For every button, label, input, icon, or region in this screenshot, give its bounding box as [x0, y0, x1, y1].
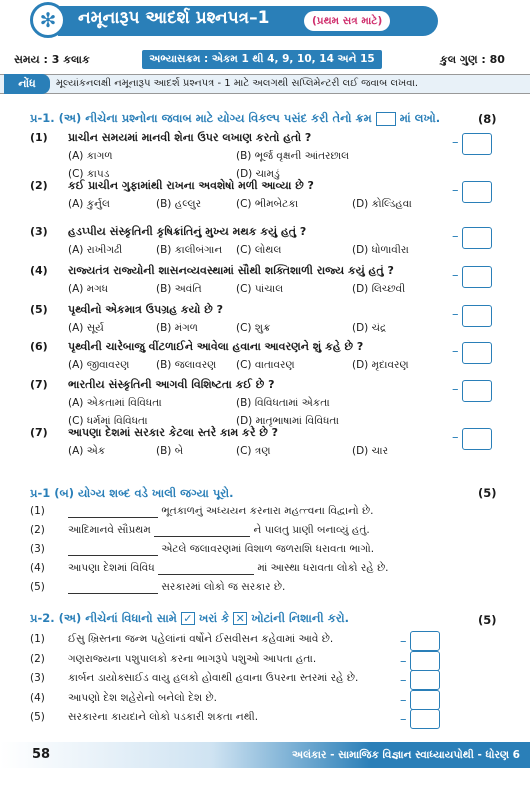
question-text: રાજ્યતંત્ર રાજ્યોની શાસનવ્યવસ્થામાં સૌથી શક્તિશાળી રાજ્ય કયું હતું ? [68, 264, 394, 277]
tf-dash: – [400, 634, 407, 649]
star-logo-icon: ✻ [30, 2, 66, 38]
option: (B) વિવિધતામાં એકતા [236, 397, 330, 409]
tf-item-number: (1) [30, 633, 45, 645]
option: (C) ત્રણ [236, 445, 271, 457]
question-number: (3) [30, 225, 48, 238]
blank-item-text [68, 505, 373, 518]
blank-item-after: ને પાલતુ પ્રાણી બનાવ્યું હતું. [253, 524, 370, 536]
page-subtitle: (પ્રથમ સત્ર માટે) [304, 11, 390, 31]
blank-item-number: (2) [30, 524, 45, 536]
tf-item-text: આપણો દેશ શહેરોનો બનેલો દેશ છે. [68, 691, 217, 704]
blank-item-number: (1) [30, 505, 45, 517]
option: (D) ચાર [352, 445, 389, 457]
option: (A) કાગળ [68, 150, 113, 162]
section-a-heading-suffix: માં લખો. [399, 111, 441, 125]
tf-item-number: (5) [30, 711, 45, 723]
tf-answer-box[interactable] [410, 670, 440, 690]
blank-line[interactable] [158, 563, 254, 575]
blank-item-after: એટલે જલાવરણમાં વિશાળ જળરાશિ ધરાવતા ભાગો. [161, 543, 375, 555]
option: (A) મગધ [68, 283, 109, 295]
tf-answer-box[interactable] [410, 709, 440, 729]
tf-item-number: (4) [30, 691, 45, 704]
answer-dash: – [452, 344, 459, 359]
option: (C) કાપડ [68, 168, 110, 180]
section-c-heading-mid: ખરાં કે [198, 611, 230, 625]
tf-dash: – [400, 653, 407, 669]
question-number: (4) [30, 264, 48, 277]
tf-item-text: ગણરાજ્યના પશુપાલકો કરના ભાગરૂપે પશુઓ આપતા હતા. [68, 652, 317, 665]
option: (B) બે [156, 445, 184, 457]
tf-item-number: (2) [30, 652, 45, 665]
question-text: હડપ્પીય સંસ્કૃતિની કૃષિક્રાંતિનું મુખ્ય મથક કયું હતું ? [68, 225, 307, 238]
option: (D) ચંદ્ર [352, 322, 387, 334]
tf-item-number: (3) [30, 672, 45, 684]
option: (B) અવંતિ [156, 283, 202, 295]
option: (D) માતૃભાષામાં વિવિધતા [236, 415, 339, 427]
book-title: અલંકાર - સામાજિક વિજ્ઞાન સ્વાધ્યાયપોથી - ધોરણ 6 [292, 749, 520, 761]
blank-item-text [68, 562, 389, 575]
answer-dash: – [452, 183, 459, 198]
option: (B) મંગળ [156, 322, 199, 334]
tf-dash: – [400, 673, 407, 688]
question-number: (5) [30, 303, 48, 316]
answer-box[interactable] [462, 380, 492, 402]
option: (A) સૂર્ય [68, 322, 104, 334]
question-number: (6) [30, 340, 48, 353]
option: (A) એક [68, 445, 106, 457]
option: (C) શુક્ર [236, 322, 271, 334]
question-text: ભારતીય સંસ્કૃતિની આગવી વિશિષ્ટતા કઈ છે ? [68, 378, 275, 391]
option: (D) કોલ્ડિહવા [352, 198, 412, 210]
answer-box[interactable] [462, 266, 492, 288]
blank-line[interactable] [68, 544, 158, 556]
option: (A) રાખીગઢી [68, 244, 123, 256]
blank-item-text [68, 524, 370, 537]
check-mark-icon: ✓ [181, 612, 195, 625]
answer-box-example [376, 112, 396, 126]
section-b-heading: પ્ર-1 (બ) યોગ્ય શબ્દ વડે ખાલી જગ્યા પૂરો. [30, 486, 234, 500]
answer-box[interactable] [462, 133, 492, 155]
question-text: આપણા દેશમાં સરકાર કેટલા સ્તરે કામ કરે છે ? [68, 426, 279, 439]
option: (D) ચામડું [236, 168, 280, 180]
option: (B) હલ્લુર [156, 198, 202, 210]
tf-answer-box[interactable] [410, 631, 440, 651]
page-title: નમૂનારૂપ આદર્શ પ્રશ્નપત્ર–1 [78, 8, 270, 28]
section-c-heading-suffix: ખોટાંની નિશાની કરો. [251, 611, 350, 625]
blank-item-after: માં આસ્થા ધરાવતા લોકો રહે છે. [257, 562, 389, 574]
tf-item-text: ઈસુ ખ્રિસ્તના જન્મ પહેલાંનાં વર્ષોને ઈસવીસન કહેવામાં આવે છે. [68, 633, 334, 645]
answer-box[interactable] [462, 181, 492, 203]
option: (A) કુર્નુલ [68, 198, 110, 210]
tf-answer-box[interactable] [410, 651, 440, 671]
answer-box[interactable] [462, 305, 492, 327]
answer-dash: – [452, 307, 459, 322]
option: (D) ધોળાવીરા [352, 244, 409, 256]
note-label: નોંધ [4, 74, 50, 94]
blank-item-number: (3) [30, 543, 45, 555]
section-c-heading [30, 611, 349, 626]
answer-dash: – [452, 135, 459, 150]
question-number: (2) [30, 179, 48, 192]
page-number: 58 [32, 747, 51, 762]
answer-dash: – [452, 430, 459, 445]
question-text: પૃથ્વીની ચારેબાજુ વીંટળાઈને આવેલા હવાના આવરણને શું કહે છે ? [68, 340, 364, 353]
tf-dash: – [400, 692, 407, 708]
option: (B) કાલીબંગાન [156, 244, 223, 256]
syllabus-banner: અભ્યાસક્રમ : એકમ 1 થી 4, 9, 10, 14 અને 15 [142, 50, 382, 69]
option: (C) ભીમબેટકા [236, 198, 299, 210]
question-text: પૃથ્વીનો એકમાત્ર ઉપગ્રહ કયો છે ? [68, 303, 223, 316]
answer-dash: – [452, 382, 459, 397]
option: (A) એકતામાં વિવિધતા [68, 397, 162, 409]
option: (C) લોથલ [236, 244, 282, 256]
blank-item-text [68, 543, 374, 556]
blank-item-before: આપણા દેશમાં વિવિધ [68, 562, 155, 574]
option: (A) જીવાવરણ [68, 359, 130, 371]
note-text: મૂલ્યાંકનલક્ષી નમૂનારૂપ આદર્શ પ્રશ્નપત્ર - 1 માટે અલગથી સપ્લિમેન્ટરી લઈ જવાબ લખવા. [56, 78, 419, 89]
option: (B) જલાવરણ [156, 359, 217, 371]
answer-box[interactable] [462, 342, 492, 364]
section-a-marks: (8) [478, 112, 497, 126]
blank-line[interactable] [68, 506, 158, 518]
section-c-marks: (5) [478, 613, 497, 627]
answer-box[interactable] [462, 227, 492, 249]
blank-item-after: ભૂતકાળનું અધ્યયન કરનારા મહત્ત્વના વિદ્વાનો છે. [161, 505, 374, 517]
tf-item-text: સરકારના કાયદાને લોકો પડકારી શકતા નથી. [68, 711, 259, 723]
total-marks: કુલ ગુણ : 80 [440, 53, 505, 66]
blank-line[interactable] [154, 525, 250, 537]
question-number: (7) [30, 378, 48, 391]
blank-item-number: (5) [30, 581, 45, 593]
question-text: પ્રાચીન સમયમાં માનવી શેના ઉપર લખાણ કરતો હતો ? [68, 131, 312, 144]
option: (C) ધર્મમાં વિવિધતા [68, 415, 148, 427]
tf-dash: – [400, 712, 407, 727]
answer-box[interactable] [462, 428, 492, 450]
cross-mark-icon: ✕ [233, 612, 247, 625]
section-c-heading-text: પ્ર-2. (અ) નીચેનાં વિધાનો સામે [30, 611, 177, 625]
question-number: (1) [30, 131, 48, 144]
tf-answer-box[interactable] [410, 690, 440, 710]
question-text: કઈ પ્રાચીન ગુફામાંથી રાખના અવશેષો મળી આવ્યા છે ? [68, 179, 314, 192]
option: (B) ભૂર્જ વૃક્ષની આંતરછાલ [236, 150, 350, 162]
tf-item-text: કાર્બન ડાયોક્સાઈડ વાયુ હલકો હોવાથી હવાના ઉપરના સ્તરમાં રહે છે. [68, 672, 359, 684]
section-b-marks: (5) [478, 486, 497, 500]
option: (C) પાંચાલ [236, 283, 284, 295]
blank-item-after: સરકારમાં લોકો જ સરકાર છે. [161, 581, 286, 593]
blank-item-text [68, 581, 285, 594]
blank-line[interactable] [68, 582, 158, 594]
exam-time: સમય : 3 કલાક [14, 53, 90, 66]
section-a-heading [30, 111, 440, 126]
blank-item-number: (4) [30, 562, 45, 574]
option: (D) લિચ્છવી [352, 283, 406, 295]
answer-dash: – [452, 268, 459, 283]
option: (D) મૃદાવરણ [352, 359, 409, 371]
question-number: (7) [30, 426, 48, 439]
option: (C) વાતાવરણ [236, 359, 295, 371]
answer-dash: – [452, 229, 459, 244]
blank-item-before: આદિમાનવે સૌપ્રથમ [68, 524, 151, 536]
section-a-heading-text: પ્ર-1. (અ) નીચેના પ્રશ્નોના જવાબ માટે યોગ્ય વિકલ્પ પસંદ કરી તેનો ક્રમ [30, 111, 372, 125]
